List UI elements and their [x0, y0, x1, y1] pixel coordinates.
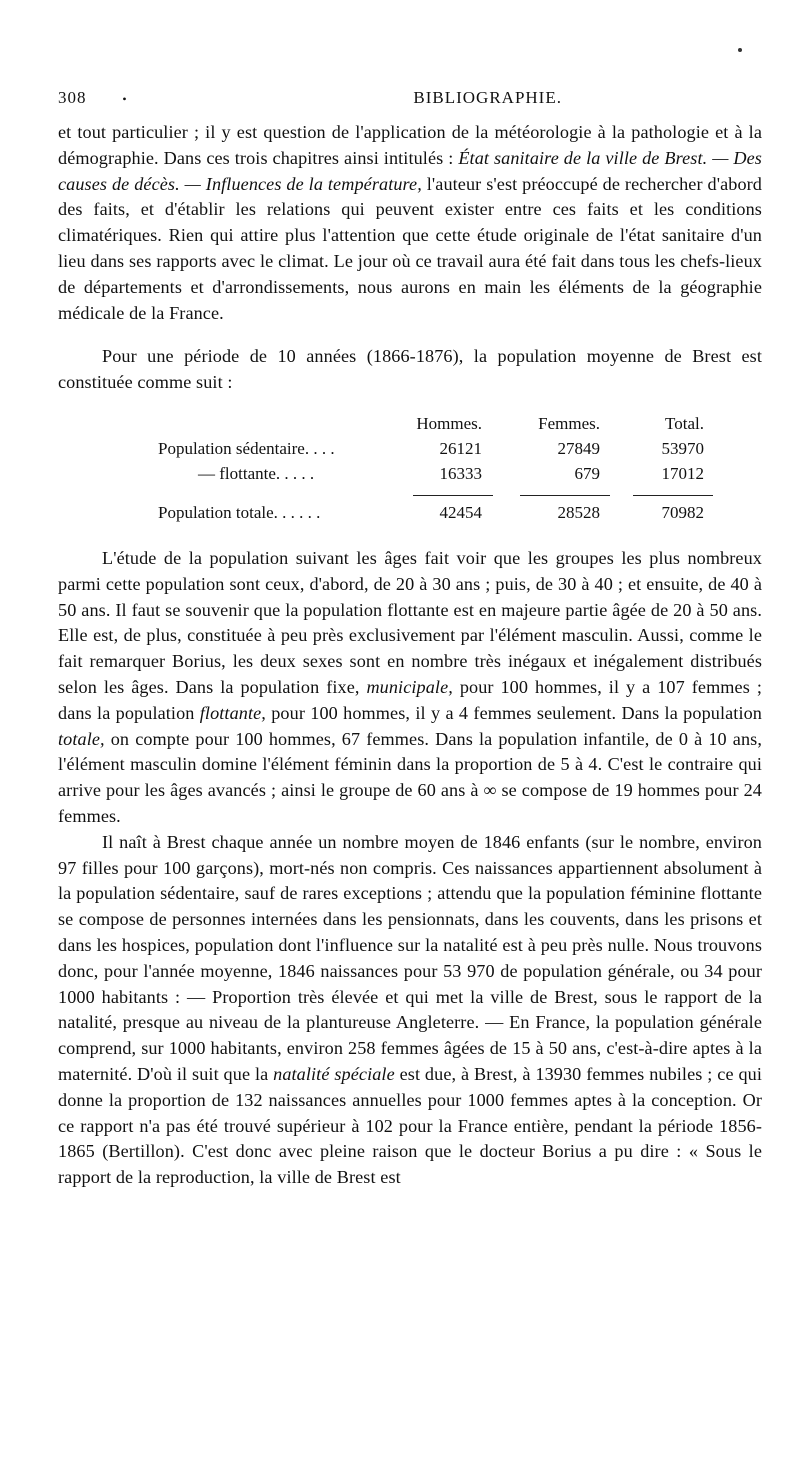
- total-rules: [58, 489, 762, 503]
- paragraph-3-text-b: pour 100 hommes, il y a 107 femmes ; dans la population: [58, 676, 762, 723]
- total-femmes: 28528: [557, 502, 600, 522]
- page-number: 308: [58, 88, 87, 107]
- cell-total: 53970: [661, 438, 704, 458]
- italic-totale: totale,: [58, 728, 105, 749]
- table-row: [58, 439, 762, 464]
- running-head: [58, 88, 762, 114]
- header-bullet: •: [122, 92, 128, 106]
- table-row: [58, 464, 762, 489]
- document-page: [58, 88, 762, 1191]
- cell-femmes: 679: [574, 463, 600, 483]
- cell-total: 17012: [661, 463, 704, 483]
- running-title: BIBLIOGRAPHIE.: [413, 88, 562, 107]
- margin-speck: [738, 48, 742, 52]
- paragraph-1-text-b: l'auteur s'est préoccupé de rechercher d'abord des faits, et d'établir les relations qui peuvent exister entre ces faits et les conditions climatériques. Rien qui attire plus l'attention que cette étude originale de l'état sanitaire d'un lieu dans ses rapports avec le climat. Le jour où ce travail aura été fait dans tous les chefs-lieux de départements et d'arrondissements, nous aurons en main les éléments de la géographie médicale de la France.: [58, 173, 762, 323]
- paragraph-3: [58, 546, 762, 830]
- paragraph-4-text-a: Il naît à Brest chaque année un nombre moyen de 1846 enfants (sur le nombre, environ 97 filles pour 100 garçons), mort-nés non compris. Ces naissances appartiennent absolument à la population sédentaire, sauf de rares exceptions ; attendu que la population féminine flottante se compose de personnes internées dans les pensionnats, dans les couvents, dans les prisons et dans les hospices, population dont l'influence sur la natalité est à peu près nulle. Nous trouvons donc, pour l'année moyenne, 1846 naissances pour 53 970 de population générale, ou 34 pour 1000 habitants : — Proportion très élevée et qui met la ville de Brest, sous le rapport de la natalité, presque au niveau de la plantureuse Angleterre. — En France, la population générale comprend, sur 1000 habitants, environ 258 femmes âgées de 15 à 50 ans, c'est-à-dire aptes à la maternité. D'où il suit que la: [58, 831, 762, 1084]
- italic-natalite-speciale: natalité spéciale: [273, 1063, 395, 1084]
- total-total: 70982: [661, 502, 704, 522]
- paragraph-3-text-d: on compte pour 100 hommes, 67 femmes. Dans la population infantile, de 0 à 10 ans, l'élément masculin domine l'élément féminin dans la proportion de 5 à 4. C'est le contraire qui arrive pour les âges avancés ; ainsi le groupe de 60 ans à ∞ se compose de 19 hommes pour 24 femmes.: [58, 728, 762, 826]
- header-femmes: Femmes.: [538, 413, 600, 433]
- paragraph-1-chapter-titles: État sanitaire de la ville de Brest. — Des causes de décès. — Influences de la température,: [58, 147, 762, 194]
- paragraph-2: Pour une période de 10 années (1866-1876), la population moyenne de Brest est constituée comme suit :: [58, 346, 762, 393]
- table-header-row: [58, 414, 762, 439]
- row-label: — flottante. . . . .: [198, 463, 315, 483]
- rule-femmes: [520, 495, 610, 496]
- population-table: [58, 414, 762, 528]
- paragraph-4-text-b: est due, à Brest, à 13930 femmes nubiles ; ce qui donne la proportion de 132 naissances annuelles pour 1000 femmes aptes à la conception. Or ce rapport n'a pas été trouvé supérieur à 102 pour la France entière, pendant la période 1856-1865 (Bertillon). C'est donc avec pleine raison que le docteur Borius a pu dire : « Sous le rapport de la reproduction, la ville de Brest est: [58, 1063, 762, 1188]
- paragraph-1: [58, 120, 762, 326]
- rule-hommes: [413, 495, 493, 496]
- italic-municipale: municipale,: [366, 676, 453, 697]
- cell-hommes: 16333: [439, 463, 482, 483]
- total-hommes: 42454: [439, 502, 482, 522]
- total-label: Population totale. . . . . .: [158, 502, 321, 522]
- paragraph-1-text-a: et tout particulier ; il y est question de l'application de la météorologie à la pathologie et à la démographie. Dans ces trois chapitres ainsi intitulés :: [58, 122, 762, 168]
- italic-flottante: flottante,: [199, 702, 266, 723]
- cell-hommes: 26121: [439, 438, 482, 458]
- paragraph-3-text-c: pour 100 hommes, il y a 4 femmes seulement. Dans la population: [265, 702, 762, 723]
- paragraph-4: [58, 830, 762, 1191]
- rule-total: [633, 495, 713, 496]
- paragraph-3-text-a: L'étude de la population suivant les âges fait voir que les groupes les plus nombreux parmi cette population sont ceux, d'abord, de 20 à 30 ans ; puis, de 30 à 40 ; et ensuite, de 40 à 50 ans. Il faut se souvenir que la population flottante est en majeure partie âgée de 20 à 50 ans. Elle est, de plus, constituée à peu près exclusivement par l'élément masculin. Aussi, comme le fait remarquer Borius, les deux sexes sont en nombre très inégaux et inégalement distribués selon les âges. Dans la population fixe,: [58, 547, 762, 697]
- header-total: Total.: [665, 413, 704, 433]
- header-hommes: Hommes.: [416, 413, 482, 433]
- table-total-row: [58, 503, 762, 528]
- row-label: Population sédentaire. . . .: [158, 438, 335, 458]
- cell-femmes: 27849: [557, 438, 600, 458]
